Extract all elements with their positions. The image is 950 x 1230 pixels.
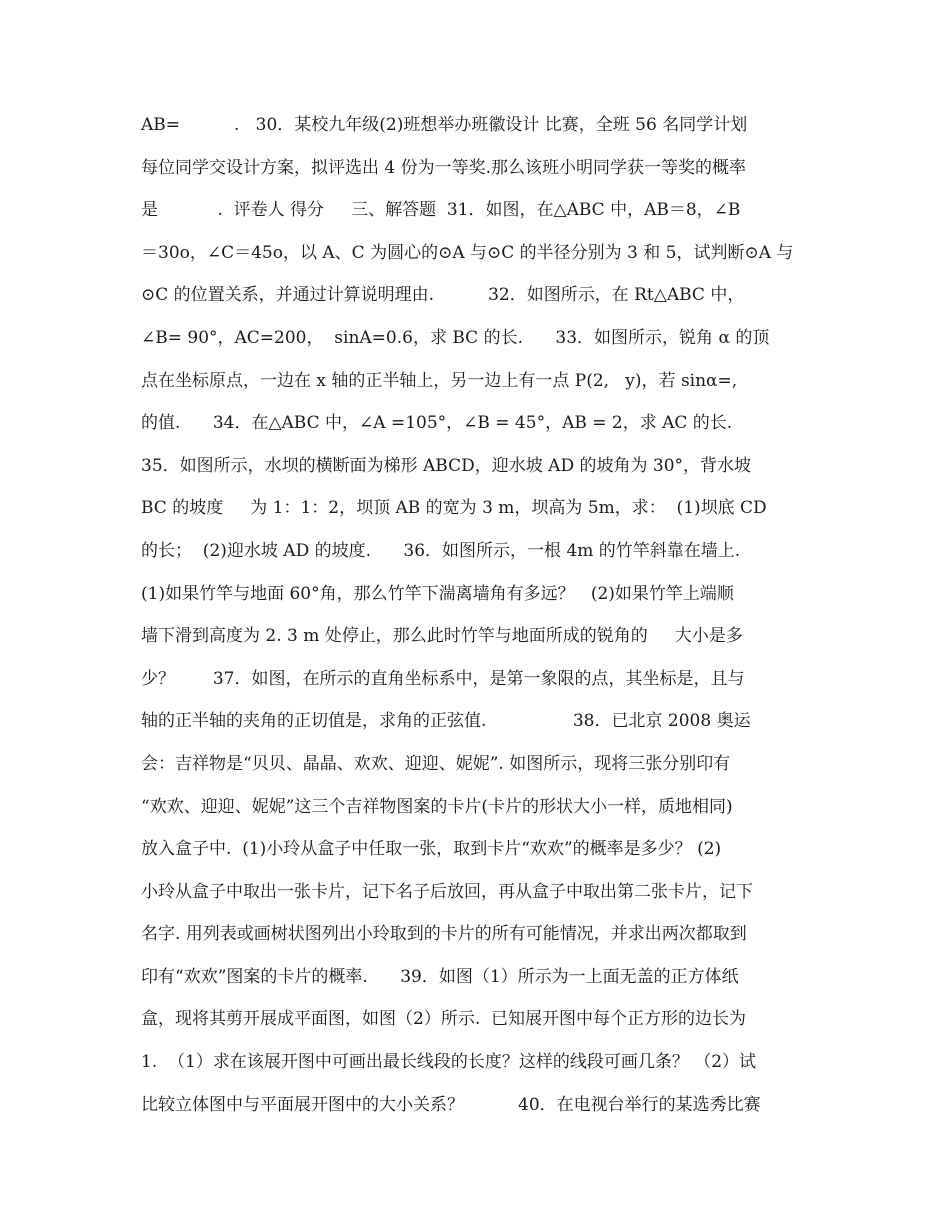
text-line: 的长； (2)迎水坡 AD 的坡度. 36．如图所示，一根 4m 的竹竿斜靠在墙上. [141,540,741,561]
text-line: ∠B= 90°，AC=200， sinA=0.6，求 BC 的长. 33．如图所示，锐角 α 的顶 [141,327,770,348]
text-line: 少？ 37．如图，在所示的直角坐标系中，是第一象限的点，其坐标是，且与 [141,668,745,689]
text-line: 会：吉祥物是“贝贝、晶晶、欢欢、迎迎、妮妮”. 如图所示，现将三张分别印有 [141,753,731,774]
text-line: 1. （1）求在该展开图中可画出最长线段的长度？这样的线段可画几条？ （2）试 [141,1052,757,1073]
text-line: 35．如图所示，水坝的横断面为梯形 ABCD，迎水坡 AD 的坡角为 30°，背水坡 [141,455,752,476]
text-line: AB= . 30．某校九年级(2)班想举办班徽设计 比赛，全班 56 名同学计划 [141,115,748,135]
text-line: 放入盒子中. (1)小玲从盒子中任取一张，取到卡片“欢欢”的概率是多少？ (2) [141,839,722,860]
text-line: BC 的坡度 为 1：1：2，坝顶 AB 的宽为 3 m，坝高为 5m，求： (1)坝底 CD [141,498,767,519]
text-line: 点在坐标原点，一边在 x 轴的正半轴上，另一边上有一点 P(2, y)，若 sinα=, [141,370,738,391]
text-line: 是 . 评卷人 得分 三、解答题 31．如图，在△ABC 中，AB＝8，∠B [141,200,741,221]
text-line: 轴的正半轴的夹角的正切值是，求角的正弦值. 38．已北京 2008 奥运 [141,711,751,732]
text-line: 每位同学交设计方案，拟评选出 4 份为一等奖.那么该班小明同学获一等奖的概率 [141,157,747,178]
document-body [141,112,813,1134]
text-line: ⊙C 的位置关系，并通过计算说明理由. 32．如图所示，在 Rt△ABC 中， [141,285,745,306]
text-line: “欢欢、迎迎、妮妮”这三个吉祥物图案的卡片(卡片的形状大小一样，质地相同) [141,796,733,817]
text-line: 名字. 用列表或画树状图列出小玲取到的卡片的所有可能情况，并求出两次都取到 [141,924,747,945]
text-line: (1)如果竹竿与地面 60°角，那么竹竿下湍离墙角有多远？ (2)如果竹竿上端顺 [141,583,734,604]
text-line: 的值. 34．在△ABC 中，∠A =105°，∠B = 45°，AB = 2，求 AC 的长. [141,413,733,434]
text-line: 小玲从盒子中取出一张卡片，记下名子后放回，再从盒子中取出第二张卡片，记下 [141,881,753,902]
text-line: 盒，现将其剪开展成平面图，如图（2）所示. 已知展开图中每个正方形的边长为 [141,1009,747,1030]
text-line: 印有“欢欢”图案的卡片的概率. 39．如图（1）所示为一上面无盖的正方体纸 [141,966,739,987]
text-line: 墙下滑到高度为 2. 3 m 处停止，那么此时竹竿与地面所成的锐角的 大小是多 [141,626,743,647]
text-line: ＝30o，∠C＝45o，以 A、C 为圆心的⊙A 与⊙C 的半径分别为 3 和 5，试判断⊙A 与 [141,242,794,263]
text-line: 比较立体图中与平面展开图中的大小关系？ 40．在电视台举行的某选秀比赛 [141,1094,761,1115]
